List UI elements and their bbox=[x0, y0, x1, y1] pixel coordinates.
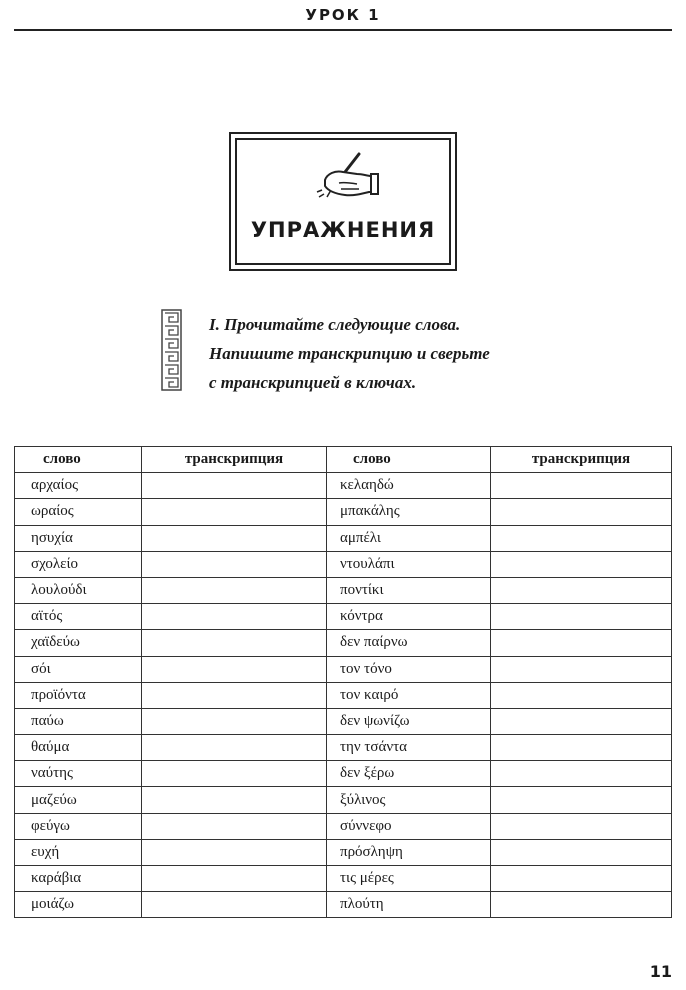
transcription-cell[interactable] bbox=[491, 577, 672, 603]
word-cell: προϊόντα bbox=[15, 682, 142, 708]
word-cell: τον καιρό bbox=[327, 682, 491, 708]
word-cell: χαϊδεύω bbox=[15, 630, 142, 656]
transcription-cell[interactable] bbox=[142, 866, 327, 892]
word-cell: ναύτης bbox=[15, 761, 142, 787]
transcription-cell[interactable] bbox=[491, 604, 672, 630]
column-header-transcription: транскрипция bbox=[142, 447, 327, 473]
instruction-line: I. Прочитайте следующие слова. bbox=[209, 315, 461, 334]
transcription-cell[interactable] bbox=[142, 525, 327, 551]
transcription-cell[interactable] bbox=[491, 735, 672, 761]
word-cell: πλούτη bbox=[327, 892, 491, 918]
word-cell: τον τόνο bbox=[327, 656, 491, 682]
instruction-line: Напишите транскрипцию и сверьте bbox=[209, 344, 490, 363]
transcription-cell[interactable] bbox=[142, 499, 327, 525]
table-row bbox=[15, 604, 672, 630]
transcription-cell[interactable] bbox=[491, 708, 672, 734]
word-cell: αμπέλι bbox=[327, 525, 491, 551]
transcription-cell[interactable] bbox=[491, 630, 672, 656]
transcription-cell[interactable] bbox=[142, 813, 327, 839]
column-header-word: слово bbox=[15, 447, 142, 473]
transcription-cell[interactable] bbox=[491, 656, 672, 682]
transcription-cell[interactable] bbox=[142, 577, 327, 603]
transcription-cell[interactable] bbox=[491, 866, 672, 892]
table-header-row bbox=[15, 447, 672, 473]
transcription-cell[interactable] bbox=[142, 630, 327, 656]
instruction-line: с транскрипцией в ключах. bbox=[209, 373, 417, 392]
word-cell: δεν παίρνω bbox=[327, 630, 491, 656]
word-cell: δεν ξέρω bbox=[327, 761, 491, 787]
transcription-cell[interactable] bbox=[491, 892, 672, 918]
word-cell: πρόσληψη bbox=[327, 839, 491, 865]
word-cell: τις μέρες bbox=[327, 866, 491, 892]
header-divider bbox=[14, 29, 672, 31]
table-row bbox=[15, 656, 672, 682]
table-row bbox=[15, 577, 672, 603]
word-cell: μαζεύω bbox=[15, 787, 142, 813]
word-cell: ξύλινος bbox=[327, 787, 491, 813]
word-cell: ησυχία bbox=[15, 525, 142, 551]
table-row bbox=[15, 813, 672, 839]
word-cell: κελαηδώ bbox=[327, 473, 491, 499]
word-cell: λουλούδι bbox=[15, 577, 142, 603]
transcription-cell[interactable] bbox=[491, 787, 672, 813]
word-cell: δεν ψωνίζω bbox=[327, 708, 491, 734]
word-cell: θαύμα bbox=[15, 735, 142, 761]
table-row bbox=[15, 525, 672, 551]
transcription-cell[interactable] bbox=[491, 473, 672, 499]
table-row bbox=[15, 839, 672, 865]
writing-hand-icon bbox=[311, 150, 381, 202]
transcription-cell[interactable] bbox=[142, 787, 327, 813]
transcription-cell[interactable] bbox=[491, 525, 672, 551]
transcription-cell[interactable] bbox=[491, 499, 672, 525]
table-row bbox=[15, 892, 672, 918]
word-cell: αϊτός bbox=[15, 604, 142, 630]
exercises-heading-inner-frame bbox=[235, 138, 451, 265]
word-cell: σόι bbox=[15, 656, 142, 682]
word-cell: ωραίος bbox=[15, 499, 142, 525]
transcription-cell[interactable] bbox=[142, 839, 327, 865]
table-row bbox=[15, 682, 672, 708]
word-cell: φεύγω bbox=[15, 813, 142, 839]
word-cell: αρχαίος bbox=[15, 473, 142, 499]
table-row bbox=[15, 551, 672, 577]
transcription-cell[interactable] bbox=[491, 813, 672, 839]
table-row bbox=[15, 473, 672, 499]
transcription-cell[interactable] bbox=[142, 604, 327, 630]
transcription-cell[interactable] bbox=[142, 473, 327, 499]
table-row bbox=[15, 735, 672, 761]
transcription-cell[interactable] bbox=[491, 551, 672, 577]
transcription-table bbox=[14, 446, 672, 918]
table-row bbox=[15, 787, 672, 813]
greek-meander-icon bbox=[161, 309, 182, 391]
table-row bbox=[15, 761, 672, 787]
word-cell: καράβια bbox=[15, 866, 142, 892]
transcription-cell[interactable] bbox=[142, 892, 327, 918]
transcription-cell[interactable] bbox=[491, 839, 672, 865]
transcription-cell[interactable] bbox=[491, 761, 672, 787]
transcription-cell[interactable] bbox=[142, 682, 327, 708]
lesson-header-title: УРОК 1 bbox=[305, 6, 381, 24]
word-cell: σχολείο bbox=[15, 551, 142, 577]
word-cell: παύω bbox=[15, 708, 142, 734]
column-header-word: слово bbox=[327, 447, 491, 473]
exercises-heading-box bbox=[229, 132, 457, 271]
page-number: 11 bbox=[649, 962, 672, 981]
transcription-cell[interactable] bbox=[142, 708, 327, 734]
word-cell: την τσάντα bbox=[327, 735, 491, 761]
word-cell: ευχή bbox=[15, 839, 142, 865]
word-cell: ποντίκι bbox=[327, 577, 491, 603]
word-cell: μοιάζω bbox=[15, 892, 142, 918]
word-cell: μπακάλης bbox=[327, 499, 491, 525]
transcription-cell[interactable] bbox=[142, 656, 327, 682]
word-cell: σύννεφο bbox=[327, 813, 491, 839]
exercises-title: УПРАЖНЕНИЯ bbox=[250, 218, 436, 242]
table-row bbox=[15, 866, 672, 892]
transcription-cell[interactable] bbox=[491, 682, 672, 708]
table-row bbox=[15, 630, 672, 656]
transcription-cell[interactable] bbox=[142, 761, 327, 787]
transcription-cell[interactable] bbox=[142, 735, 327, 761]
transcription-cell[interactable] bbox=[142, 551, 327, 577]
table-body bbox=[15, 473, 672, 918]
table-row bbox=[15, 499, 672, 525]
word-cell: ντουλάπι bbox=[327, 551, 491, 577]
table-row bbox=[15, 708, 672, 734]
exercise-instruction bbox=[209, 310, 649, 397]
word-cell: κόντρα bbox=[327, 604, 491, 630]
column-header-transcription: транскрипция bbox=[491, 447, 672, 473]
